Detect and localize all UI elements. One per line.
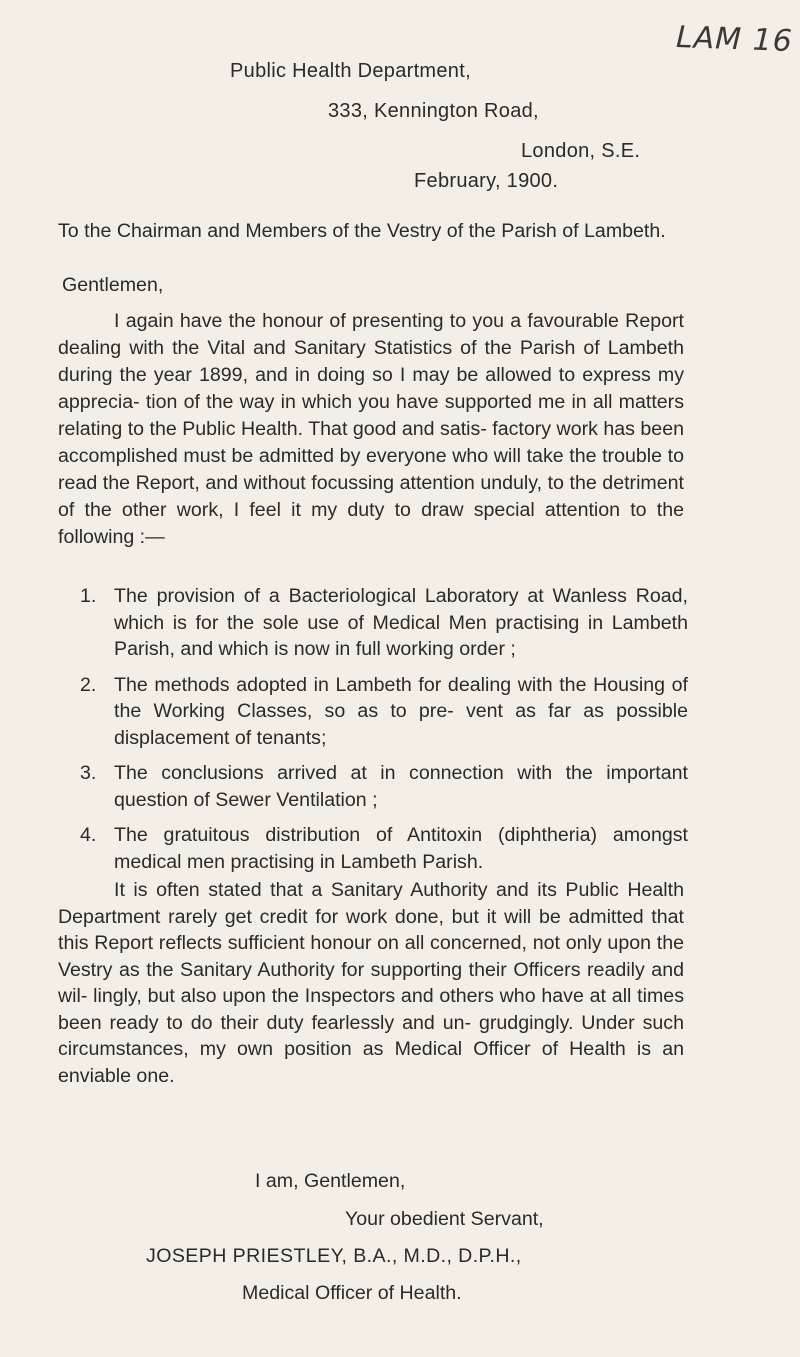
- list-item: [80, 760, 688, 813]
- list-item-text: The gratuitous distribution of Antitoxin (diphtheria) amongst medical men practising in Lambeth Parish.: [114, 824, 688, 873]
- letterhead-city: London, S.E.: [521, 140, 641, 162]
- greeting: Gentlemen,: [62, 274, 164, 296]
- numbered-list: [80, 583, 688, 884]
- signatory-name: JOSEPH PRIESTLEY, B.A., M.D., D.P.H.,: [146, 1245, 522, 1267]
- closing-line: I am, Gentlemen,: [255, 1170, 406, 1192]
- closing-servant: Your obedient Servant,: [345, 1208, 544, 1230]
- list-item-number: 2.: [80, 673, 97, 696]
- list-item-text: The provision of a Bacteriological Laboratory at Wanless Road, which is for the sole use of Medical Men practising in Lambeth Parish, and which is now in full working order ;: [114, 585, 688, 660]
- signatory-title: Medical Officer of Health.: [242, 1282, 462, 1304]
- list-item-text: The methods adopted in Lambeth for dealing with the Housing of the Working Classes, so as to pre- vent as far as possible displacement of tenants;: [114, 673, 688, 749]
- list-item-number: 3.: [80, 762, 97, 784]
- letter-date: February, 1900.: [414, 170, 559, 192]
- paragraph-intro: I again have the honour of presenting to you a favourable Report dealing with the Vital and Sanitary Statistics of the Parish of Lambeth during the year 1899, and in doing so I may be allowed to express my apprecia- tion of the way in which you have supported me in all matters relating to the Public Health. That good and satis- factory work has been accomplished must be admitted by everyone who will take the trouble to read the Report, and without focussing attention unduly, to the detriment of the other work, I feel it my duty to draw special attention to the following :—: [58, 310, 684, 548]
- list-item-number: 1.: [80, 585, 97, 607]
- list-item: [80, 672, 688, 752]
- letterhead-street: 333, Kennington Road,: [328, 100, 539, 122]
- handwritten-annotation: LAM 16: [675, 19, 794, 60]
- paragraph-conclusion: It is often stated that a Sanitary Authority and its Public Health Department rarely get credit for work done, but it will be admitted that this Report reflects sufficient honour on all concerned, not only upon the Vestry as the Sanitary Authority for supporting their Officers readily and wil- lingly, but also upon the Inspectors and others who have at all times been ready to do their duty fearlessly and un- grudgingly. Under such circumstances, my own position as Medical Officer of Health is an enviable one.: [58, 879, 684, 1087]
- addressee-line: To the Chairman and Members of the Vestry of the Parish of Lambeth.: [58, 220, 666, 242]
- list-item: [80, 822, 688, 875]
- list-item-text: The conclusions arrived at in connection with the important question of Sewer Ventilation ;: [114, 762, 688, 811]
- letterhead-department: Public Health Department,: [230, 60, 471, 82]
- list-item-number: 4.: [80, 824, 97, 846]
- list-item: [80, 583, 688, 663]
